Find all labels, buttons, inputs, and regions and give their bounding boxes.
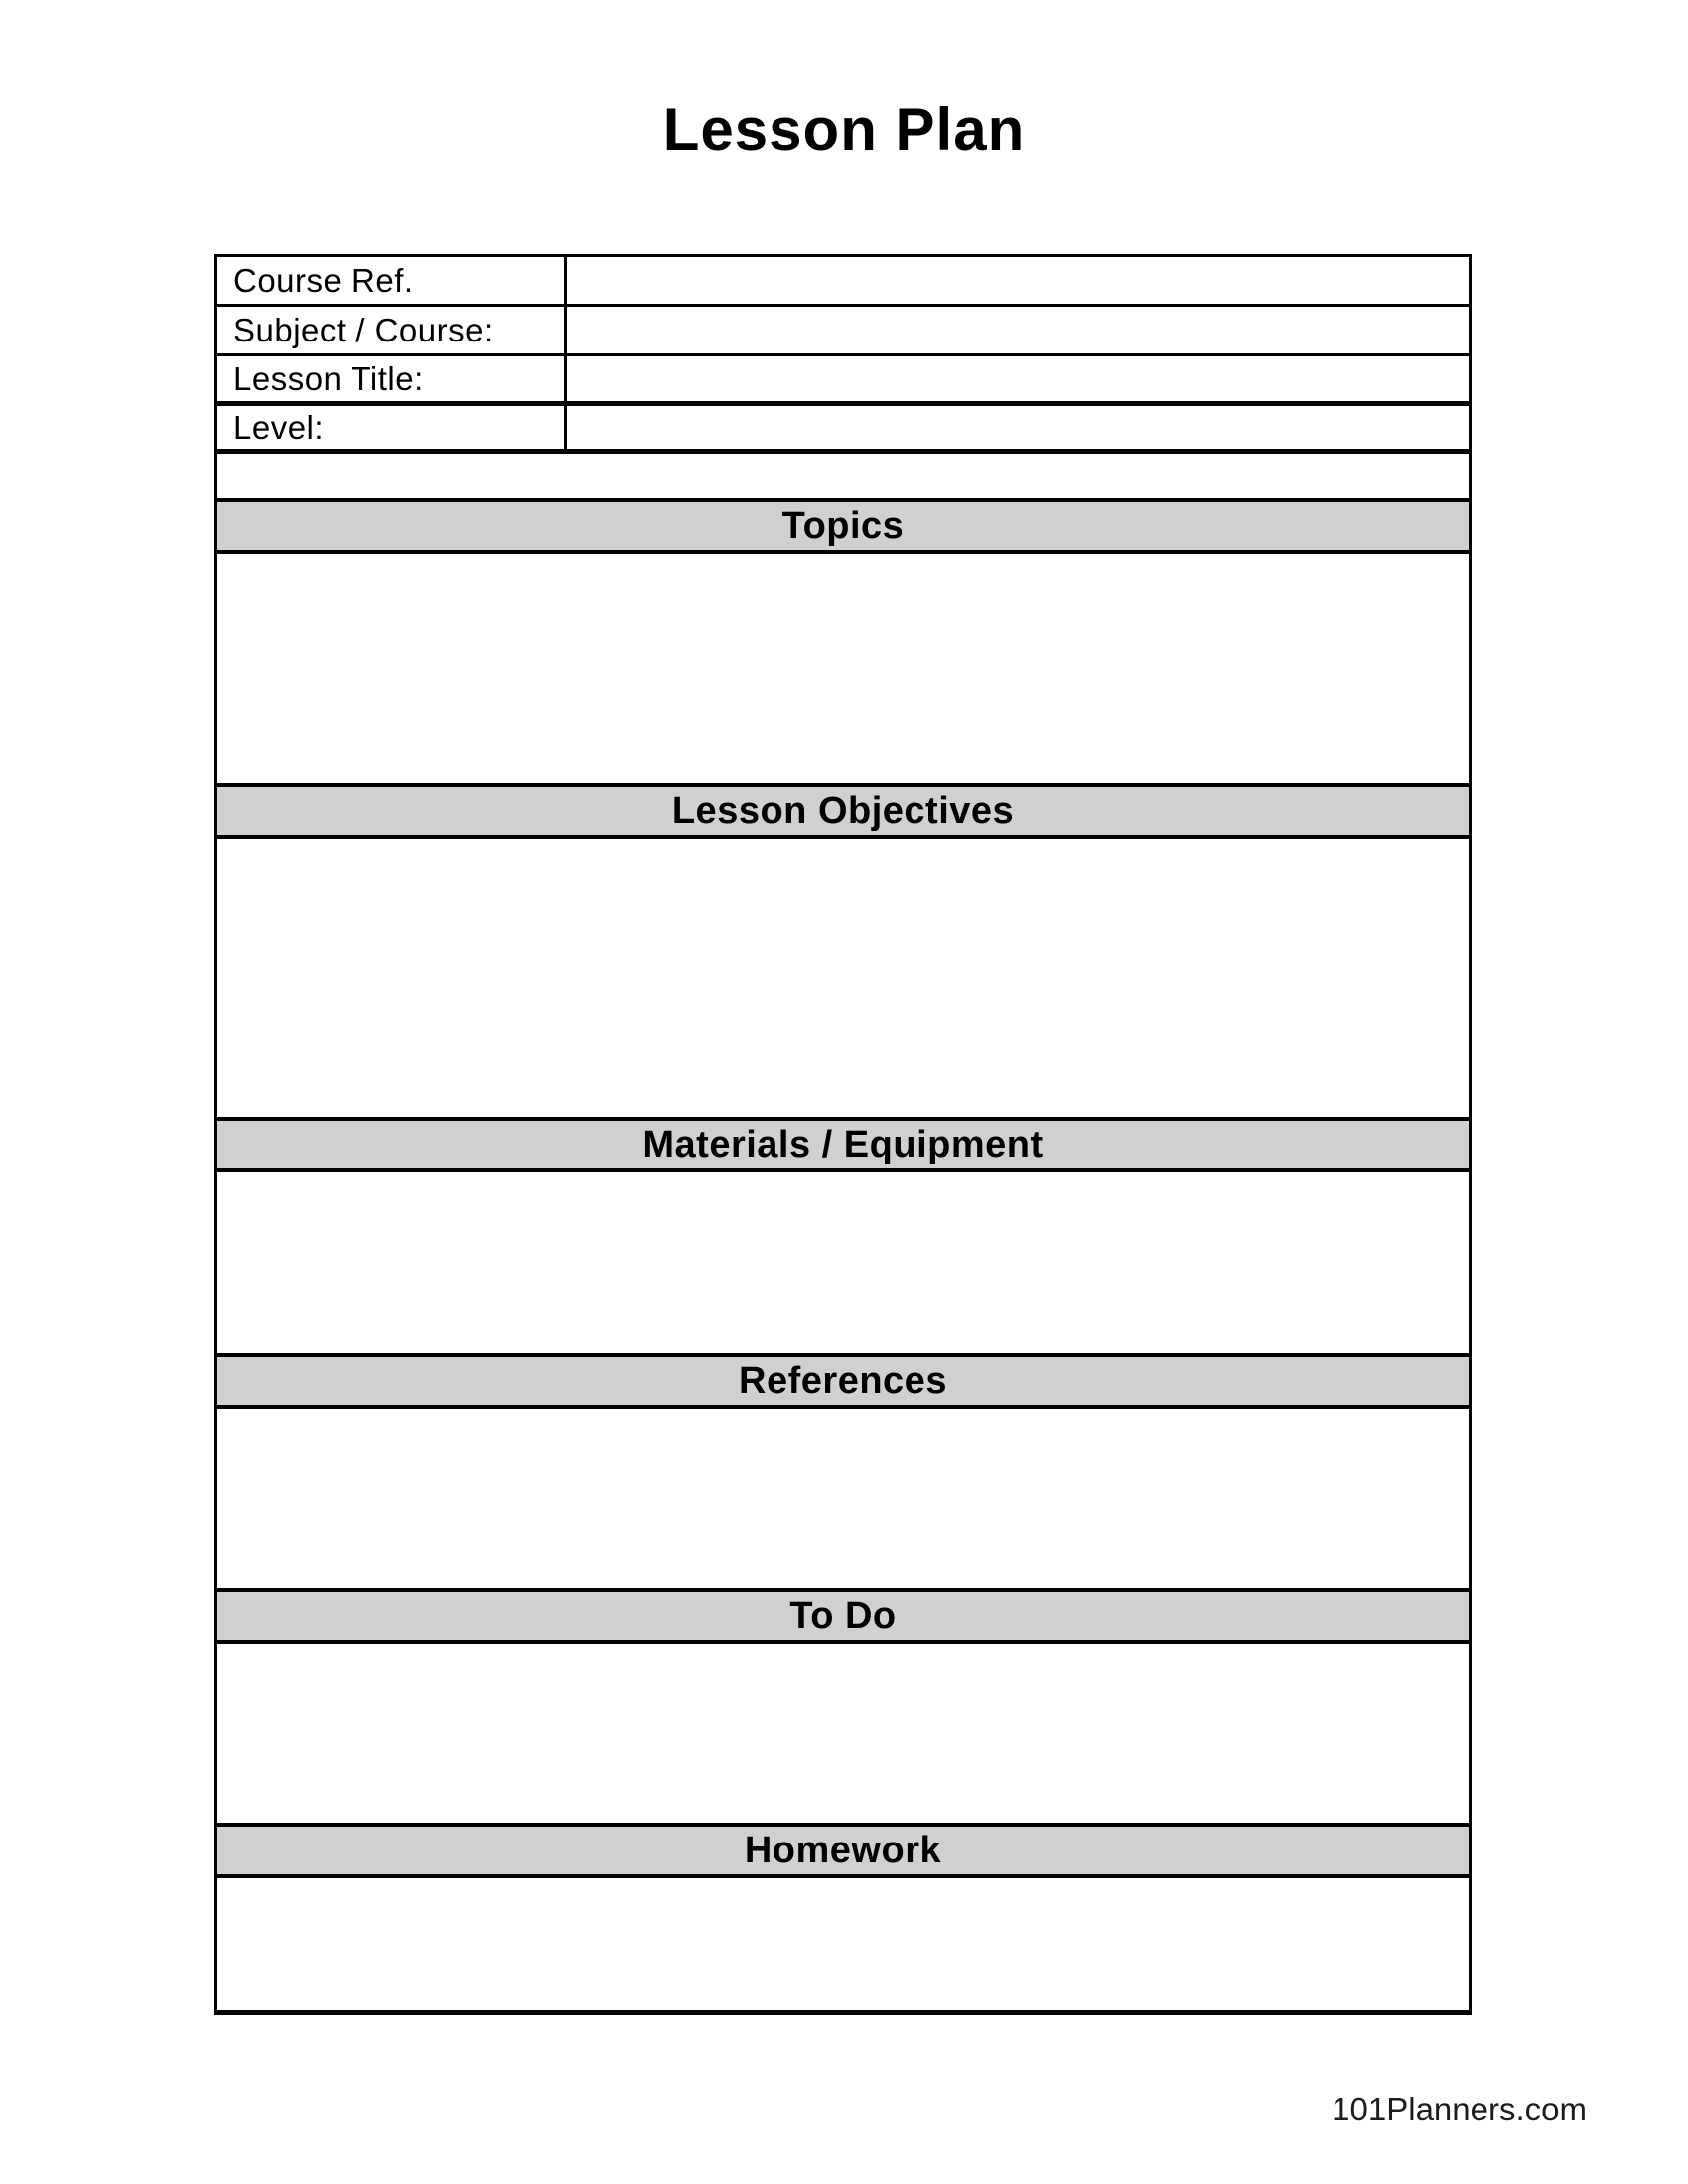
course-ref-label: Course Ref. bbox=[217, 257, 567, 304]
homework-content-area[interactable] bbox=[217, 1878, 1469, 2010]
info-row-lesson-title bbox=[217, 356, 1469, 406]
section-header-topics: Topics bbox=[217, 502, 1469, 554]
section-header-to-do: To Do bbox=[217, 1592, 1469, 1644]
lesson-objectives-content-area[interactable] bbox=[217, 839, 1469, 1121]
info-row-course-ref bbox=[217, 257, 1469, 307]
materials-equipment-content-area[interactable] bbox=[217, 1172, 1469, 1357]
to-do-content-area[interactable] bbox=[217, 1644, 1469, 1827]
lesson-title-label: Lesson Title: bbox=[217, 356, 567, 401]
section-header-materials-equipment: Materials / Equipment bbox=[217, 1121, 1469, 1172]
references-content-area[interactable] bbox=[217, 1409, 1469, 1592]
subject-course-label: Subject / Course: bbox=[217, 307, 567, 353]
topics-content-area[interactable] bbox=[217, 554, 1469, 787]
lesson-plan-form bbox=[214, 254, 1472, 2015]
section-header-references: References bbox=[217, 1357, 1469, 1409]
section-header-lesson-objectives: Lesson Objectives bbox=[217, 787, 1469, 839]
level-field[interactable] bbox=[567, 406, 1469, 449]
footer-brand: 101Planners.com bbox=[1332, 2091, 1587, 2127]
level-label: Level: bbox=[217, 406, 567, 449]
info-row-subject-course bbox=[217, 307, 1469, 356]
spacer-row bbox=[217, 454, 1469, 502]
info-row-level bbox=[217, 406, 1469, 454]
subject-course-field[interactable] bbox=[567, 307, 1469, 353]
section-header-homework: Homework bbox=[217, 1827, 1469, 1878]
page-title: Lesson Plan bbox=[662, 96, 1026, 163]
course-ref-field[interactable] bbox=[567, 257, 1469, 304]
lesson-title-field[interactable] bbox=[567, 356, 1469, 401]
